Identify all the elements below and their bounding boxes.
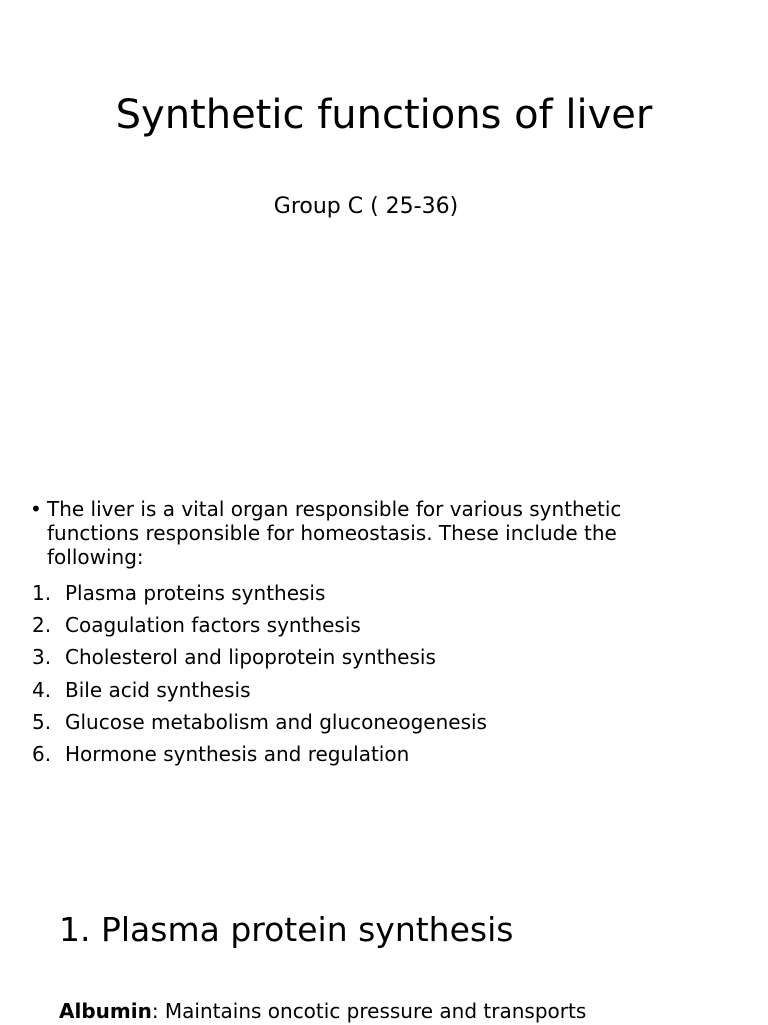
- list-item-label: Cholesterol and lipoprotein synthesis: [65, 645, 436, 670]
- list-item-number: 1.: [32, 581, 52, 606]
- list-item-label: Coagulation factors synthesis: [65, 613, 361, 638]
- list-item-number: 3.: [32, 645, 52, 670]
- intro-text: The liver is a vital organ responsible for various synthetic functions responsible for homeostasis. These include the following:: [47, 497, 622, 569]
- list-item-label: Glucose metabolism and gluconeogenesis: [65, 709, 487, 734]
- albumin-description: : Maintains oncotic pressure and transports: [151, 999, 587, 1023]
- list-item-number: 5.: [32, 709, 52, 734]
- albumin-term: Albumin: [59, 999, 152, 1023]
- list-item-number: 6.: [32, 742, 52, 767]
- functions-list: [32, 577, 712, 770]
- list-item: [32, 609, 712, 641]
- albumin-paragraph: [59, 997, 759, 1025]
- list-item: [32, 706, 712, 738]
- page-subtitle: Group C ( 25-36): [273, 194, 459, 219]
- section-heading: 1. Plasma protein synthesis: [59, 910, 514, 949]
- intro-bullet: [30, 497, 710, 569]
- list-item-label: Bile acid synthesis: [65, 677, 251, 702]
- list-item-number: 4.: [32, 677, 52, 702]
- list-item-number: 2.: [32, 613, 52, 638]
- list-item: [32, 674, 712, 706]
- page-title: Synthetic functions of liver: [115, 92, 653, 138]
- list-item: [32, 577, 712, 609]
- list-item: [32, 641, 712, 673]
- list-item-label: Hormone synthesis and regulation: [65, 742, 410, 767]
- list-item-label: Plasma proteins synthesis: [65, 581, 326, 606]
- bullet-icon: •: [30, 497, 42, 521]
- list-item: [32, 738, 712, 770]
